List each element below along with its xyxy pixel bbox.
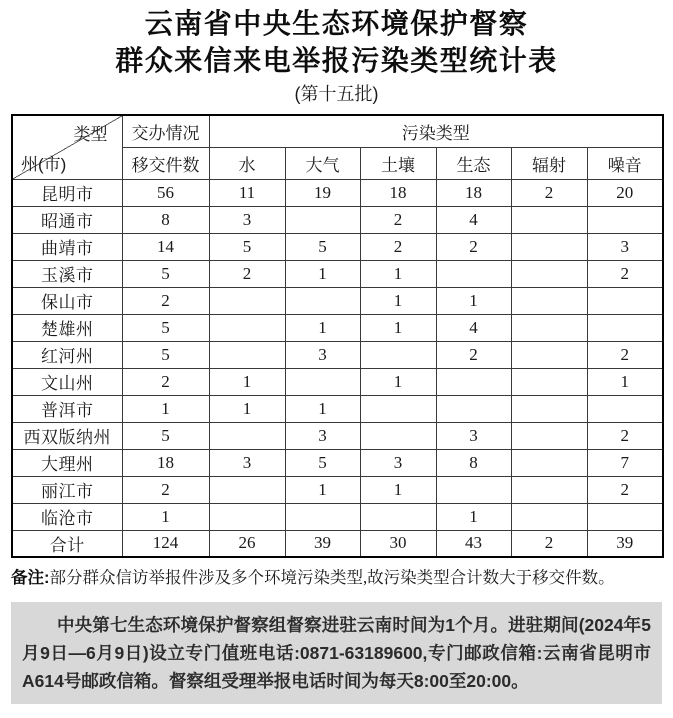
- value-cell: 2: [360, 233, 436, 260]
- value-cell: 3: [436, 422, 511, 449]
- value-cell: [360, 395, 436, 422]
- value-cell: 19: [285, 179, 360, 206]
- header-soil: 土壤: [360, 147, 436, 179]
- table-row-xishuangbanna: [12, 422, 663, 449]
- value-cell: [587, 314, 663, 341]
- transfer-cell: 2: [122, 476, 209, 503]
- total-label-cell: 合计: [12, 530, 122, 557]
- value-cell: 2: [511, 179, 587, 206]
- value-cell: [209, 476, 285, 503]
- value-cell: 1: [285, 260, 360, 287]
- total-value-cell: 2: [511, 530, 587, 557]
- value-cell: [285, 287, 360, 314]
- total-row: [12, 530, 663, 557]
- table-row-zhaotong: [12, 206, 663, 233]
- value-cell: 8: [436, 449, 511, 476]
- value-cell: 18: [436, 179, 511, 206]
- region-cell: 楚雄州: [12, 314, 122, 341]
- value-cell: 1: [285, 395, 360, 422]
- total-value-cell: 39: [587, 530, 663, 557]
- value-cell: 2: [436, 233, 511, 260]
- total-value-cell: 43: [436, 530, 511, 557]
- value-cell: [436, 368, 511, 395]
- region-cell: 临沧市: [12, 503, 122, 530]
- value-cell: 1: [209, 368, 285, 395]
- value-cell: [587, 503, 663, 530]
- transfer-cell: 18: [122, 449, 209, 476]
- value-cell: 2: [587, 341, 663, 368]
- region-cell: 文山州: [12, 368, 122, 395]
- value-cell: [511, 206, 587, 233]
- value-cell: [587, 395, 663, 422]
- transfer-cell: 14: [122, 233, 209, 260]
- value-cell: [436, 476, 511, 503]
- value-cell: 18: [360, 179, 436, 206]
- total-value-cell: 26: [209, 530, 285, 557]
- value-cell: 2: [587, 260, 663, 287]
- value-cell: 1: [360, 287, 436, 314]
- value-cell: [511, 422, 587, 449]
- value-cell: 1: [360, 260, 436, 287]
- value-cell: [436, 395, 511, 422]
- region-cell: 昆明市: [12, 179, 122, 206]
- region-cell: 普洱市: [12, 395, 122, 422]
- value-cell: [511, 314, 587, 341]
- table-row-puer: [12, 395, 663, 422]
- transfer-cell: 5: [122, 260, 209, 287]
- value-cell: 3: [587, 233, 663, 260]
- value-cell: 3: [360, 449, 436, 476]
- page-title-line2: 群众来信来电举报污染类型统计表: [115, 45, 558, 76]
- header-noise: 噪音: [587, 147, 663, 179]
- total-transfer-cell: 124: [122, 530, 209, 557]
- transfer-cell: 2: [122, 287, 209, 314]
- value-cell: 4: [436, 206, 511, 233]
- inspection-info-box: [11, 602, 662, 704]
- table-row-dali: [12, 449, 663, 476]
- table-row-baoshan: [12, 287, 663, 314]
- table-row-wenshan: [12, 368, 663, 395]
- value-cell: 1: [436, 503, 511, 530]
- value-cell: 1: [360, 368, 436, 395]
- table-row-lincang: [12, 503, 663, 530]
- header-transfer-sub: 移交件数: [122, 147, 209, 179]
- value-cell: [209, 287, 285, 314]
- table-row-chuxiong: [12, 314, 663, 341]
- transfer-cell: 8: [122, 206, 209, 233]
- corner-header-cell: [12, 115, 122, 179]
- region-cell: 丽江市: [12, 476, 122, 503]
- value-cell: 1: [285, 476, 360, 503]
- value-cell: 1: [209, 395, 285, 422]
- value-cell: [360, 422, 436, 449]
- value-cell: 2: [587, 476, 663, 503]
- value-cell: [511, 503, 587, 530]
- header-transfer-group: 交办情况: [122, 115, 209, 147]
- total-value-cell: 39: [285, 530, 360, 557]
- value-cell: 2: [360, 206, 436, 233]
- value-cell: [436, 260, 511, 287]
- value-cell: [209, 314, 285, 341]
- transfer-cell: 5: [122, 341, 209, 368]
- value-cell: 3: [285, 341, 360, 368]
- region-cell: 大理州: [12, 449, 122, 476]
- region-cell: 昭通市: [12, 206, 122, 233]
- table-row-kunming: [12, 179, 663, 206]
- corner-label-region: 州(市): [21, 154, 67, 174]
- region-cell: 保山市: [12, 287, 122, 314]
- value-cell: 5: [209, 233, 285, 260]
- table-row-lijiang: [12, 476, 663, 503]
- value-cell: [285, 503, 360, 530]
- total-value-cell: 30: [360, 530, 436, 557]
- value-cell: 20: [587, 179, 663, 206]
- value-cell: 2: [209, 260, 285, 287]
- value-cell: [360, 503, 436, 530]
- value-cell: [285, 206, 360, 233]
- value-cell: 2: [436, 341, 511, 368]
- value-cell: 1: [285, 314, 360, 341]
- region-cell: 红河州: [12, 341, 122, 368]
- value-cell: [511, 476, 587, 503]
- value-cell: [209, 422, 285, 449]
- header-water: 水: [209, 147, 285, 179]
- value-cell: [511, 395, 587, 422]
- value-cell: 1: [360, 314, 436, 341]
- remark-label: 备注:: [11, 569, 50, 587]
- transfer-cell: 5: [122, 314, 209, 341]
- value-cell: 3: [209, 449, 285, 476]
- region-cell: 曲靖市: [12, 233, 122, 260]
- transfer-cell: 5: [122, 422, 209, 449]
- table-row-qujing: [12, 233, 663, 260]
- value-cell: 1: [360, 476, 436, 503]
- value-cell: [209, 341, 285, 368]
- header-row-1: [12, 115, 663, 147]
- value-cell: 3: [209, 206, 285, 233]
- corner-label-type: 类型: [73, 125, 108, 144]
- value-cell: 4: [436, 314, 511, 341]
- transfer-cell: 56: [122, 179, 209, 206]
- page-title-line1: 云南省中央生态环境保护督察: [144, 8, 529, 39]
- header-radiation: 辐射: [511, 147, 587, 179]
- transfer-cell: 1: [122, 395, 209, 422]
- value-cell: 7: [587, 449, 663, 476]
- pollution-stats-table: [11, 114, 664, 558]
- value-cell: 5: [285, 449, 360, 476]
- table-row-yuxi: [12, 260, 663, 287]
- value-cell: [511, 260, 587, 287]
- transfer-cell: 2: [122, 368, 209, 395]
- value-cell: 1: [436, 287, 511, 314]
- value-cell: [511, 287, 587, 314]
- value-cell: [587, 287, 663, 314]
- remark-text: 部分群众信访举报件涉及多个环境污染类型,故污染类型合计数大于移交件数。: [49, 568, 615, 587]
- header-pollution-group: 污染类型: [209, 115, 663, 147]
- transfer-cell: 1: [122, 503, 209, 530]
- value-cell: 5: [285, 233, 360, 260]
- region-cell: 玉溪市: [12, 260, 122, 287]
- value-cell: [511, 233, 587, 260]
- inspection-info-text: 中央第七生态环境保护督察组督察进驻云南时间为1个月。进驻期间(2024年5月9日—6月9日)设立专门值班电话:0871-63189600,专门邮政信箱:云南省昆明市A614号邮政信箱。督察组受理举报电话时间为每天8:00至20:00。: [22, 615, 651, 691]
- value-cell: 1: [587, 368, 663, 395]
- value-cell: [511, 368, 587, 395]
- value-cell: 3: [285, 422, 360, 449]
- value-cell: 2: [587, 422, 663, 449]
- value-cell: 11: [209, 179, 285, 206]
- remark-line: [11, 567, 662, 589]
- value-cell: [285, 368, 360, 395]
- value-cell: [360, 341, 436, 368]
- page-subtitle: (第十五批): [294, 84, 379, 104]
- value-cell: [587, 206, 663, 233]
- header-ecology: 生态: [436, 147, 511, 179]
- table-row-honghe: [12, 341, 663, 368]
- header-air: 大气: [285, 147, 360, 179]
- value-cell: [209, 503, 285, 530]
- region-cell: 西双版纳州: [12, 422, 122, 449]
- value-cell: [511, 341, 587, 368]
- value-cell: [511, 449, 587, 476]
